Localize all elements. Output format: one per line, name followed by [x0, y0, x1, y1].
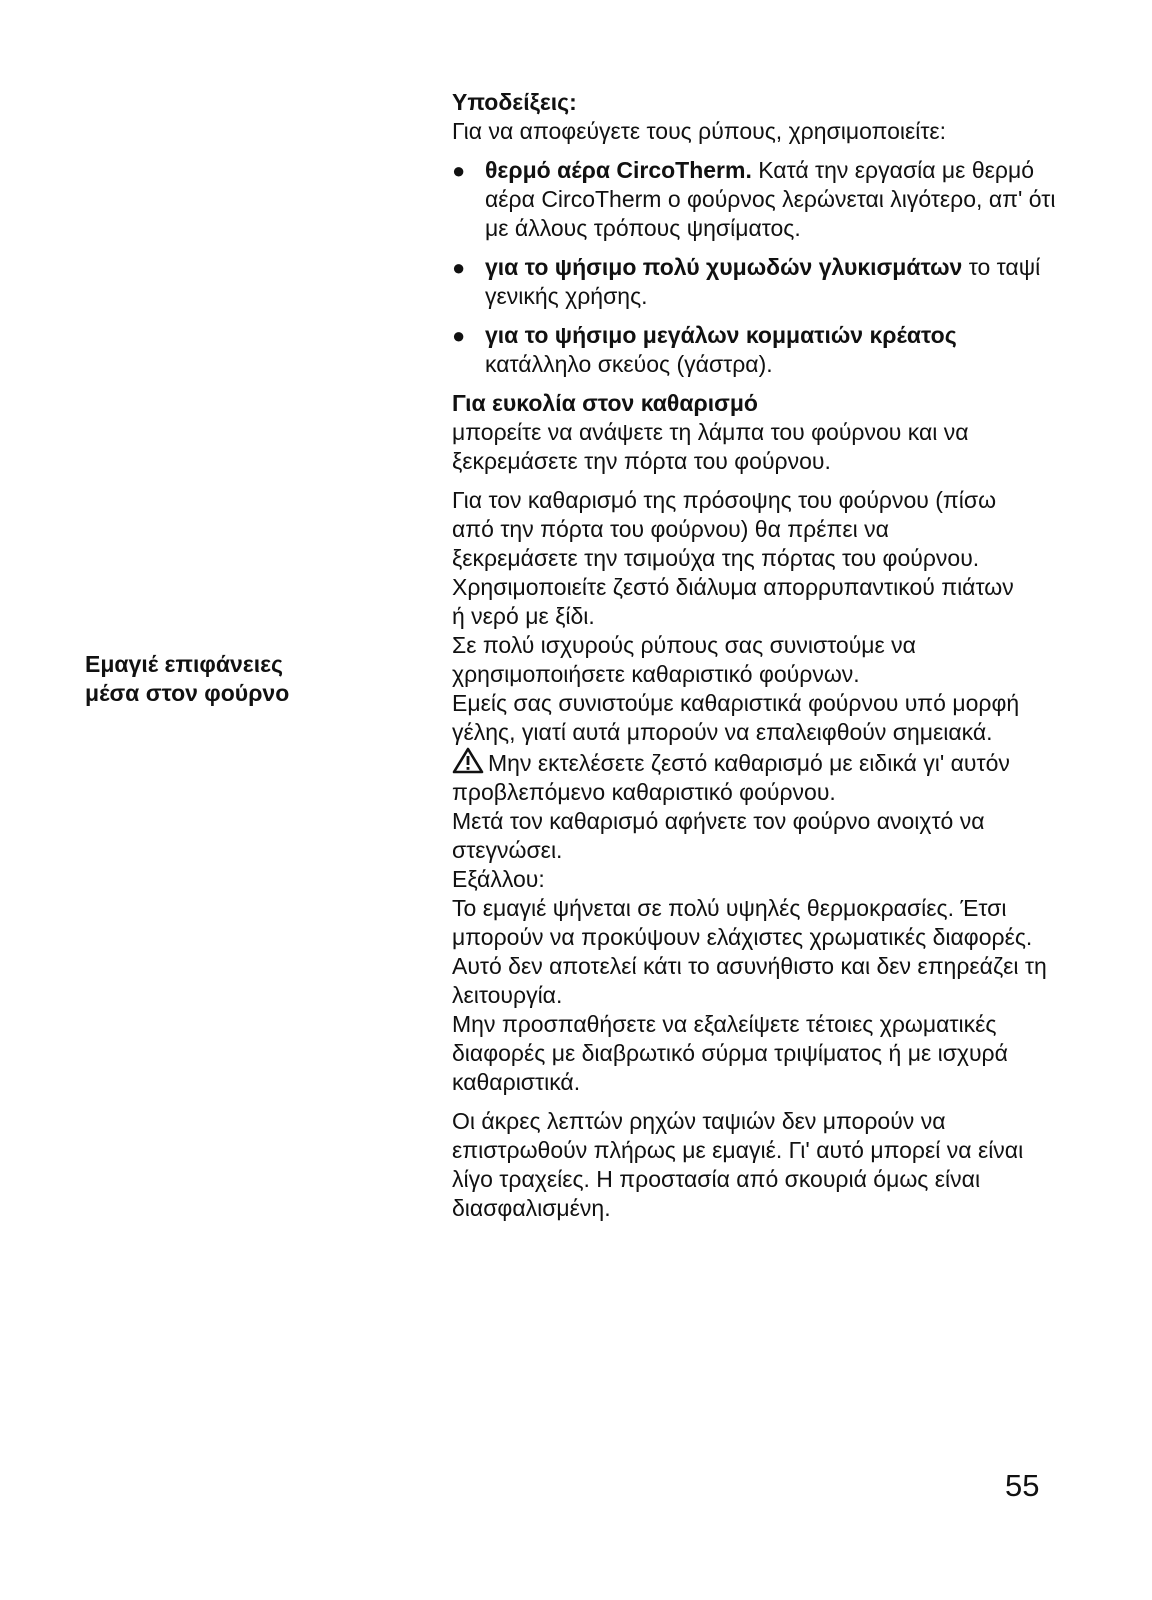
cleaning-title: Για ευκολία στον καθαρισμό: [452, 390, 758, 416]
main-column: [452, 88, 1056, 1223]
paragraph-solution: Χρησιμοποιείτε ζεστό διάλυμα απορρυπαντικού πιάτων ή νερό με ξίδι.: [452, 574, 1014, 629]
tip-bold: θερμό αέρα CircoTherm.: [485, 157, 752, 183]
list-item: [452, 253, 1045, 311]
tip-text: κατάλληλο σκεύος (γάστρα).: [485, 351, 773, 377]
besides-text-1: Το εμαγιέ ψήνεται σε πολύ υψηλές θερμοκρασίες. Έτσι μπορούν να προκύψουν ελάχιστες χρωματικές διαφορές. Αυτό δεν αποτελεί κάτι το ασυνήθιστο και δεν επηρεάζει τη λειτουργία.: [452, 895, 1047, 1008]
warning-text: Μην εκτελέσετε ζεστό καθαρισμό με ειδικά γι' αυτόν προβλεπόμενο καθαριστικό φούρνου.: [452, 750, 1010, 805]
bullet-icon: ●: [452, 158, 466, 183]
tips-intro: Για να αποφεύγετε τους ρύπους, χρησιμοποιείτε:: [452, 118, 947, 144]
paragraph-front: Για τον καθαρισμό της πρόσοψης του φούρνου (πίσω από την πόρτα του φούρνου) θα πρέπει να ξεκρεμάσετε την τσιμούχα της πόρτας του φούρνου.: [452, 487, 997, 571]
tips-section: [452, 88, 1052, 146]
cleaning-section: [452, 389, 1052, 476]
tips-title: Υποδείξεις:: [452, 89, 577, 115]
tip-bold: για το ψήσιμο μεγάλων κομματιών κρέατος: [485, 322, 957, 348]
tip-text: Κατά την εργασία με θερμό αέρα CircoTherm ο φούρνος λερώνεται λιγότερο, απ' ότι με άλλους τρόπους ψησίματος.: [485, 157, 1056, 241]
list-item: [452, 321, 1045, 379]
bullet-icon: ●: [452, 255, 466, 280]
paragraph-edges: Οι άκρες λεπτών ρηχών ταψιών δεν μπορούν να επιστρωθούν πλήρως με εμαγιέ. Γι' αυτό μπορεί να είναι λίγο τραχείες. Η προστασία από σκουριά όμως είναι διασφαλισμένη.: [452, 1108, 1024, 1221]
warning-triangle-icon: [452, 747, 484, 774]
paragraph-heavy: Σε πολύ ισχυρούς ρύπους σας συνιστούμε να χρησιμοποιήσετε καθαριστικό φούρνων.: [452, 632, 916, 687]
side-heading: [85, 650, 385, 708]
cleaning-text: μπορείτε να ανάψετε τη λάμπα του φούρνου και να ξεκρεμάσετε την πόρτα του φούρνου.: [452, 419, 969, 474]
bullet-icon: ●: [452, 323, 466, 348]
side-heading-line-2: μέσα στον φούρνο: [85, 680, 290, 706]
besides-section: [452, 865, 1052, 1097]
warning-paragraph: [452, 747, 1042, 807]
besides-text-2: Μην προσπαθήσετε να εξαλείψετε τέτοιες χρωματικές διαφορές με διαβρωτικό σύρμα τριψίματος ή με ισχυρά καθαριστικά.: [452, 1011, 1008, 1095]
list-item: [452, 156, 1060, 243]
tips-list: [452, 156, 1056, 379]
side-heading-line-1: Εμαγιέ επιφάνειες: [85, 651, 283, 677]
paragraph-dry: Μετά τον καθαρισμό αφήνετε τον φούρνο ανοιχτό να στεγνώσει.: [452, 808, 985, 863]
tip-text: το ταψί γενικής χρήσης.: [485, 254, 1041, 309]
page-number: 55: [1005, 1468, 1040, 1503]
paragraph-gel: Εμείς σας συνιστούμε καθαριστικά φούρνου υπό μορφή γέλης, γιατί αυτά μπορούν να επαλειφθούν σημειακά.: [452, 690, 1020, 745]
besides-label: Εξάλλου:: [452, 866, 545, 892]
tip-bold: για το ψήσιμο πολύ χυμωδών γλυκισμάτων: [485, 254, 963, 280]
